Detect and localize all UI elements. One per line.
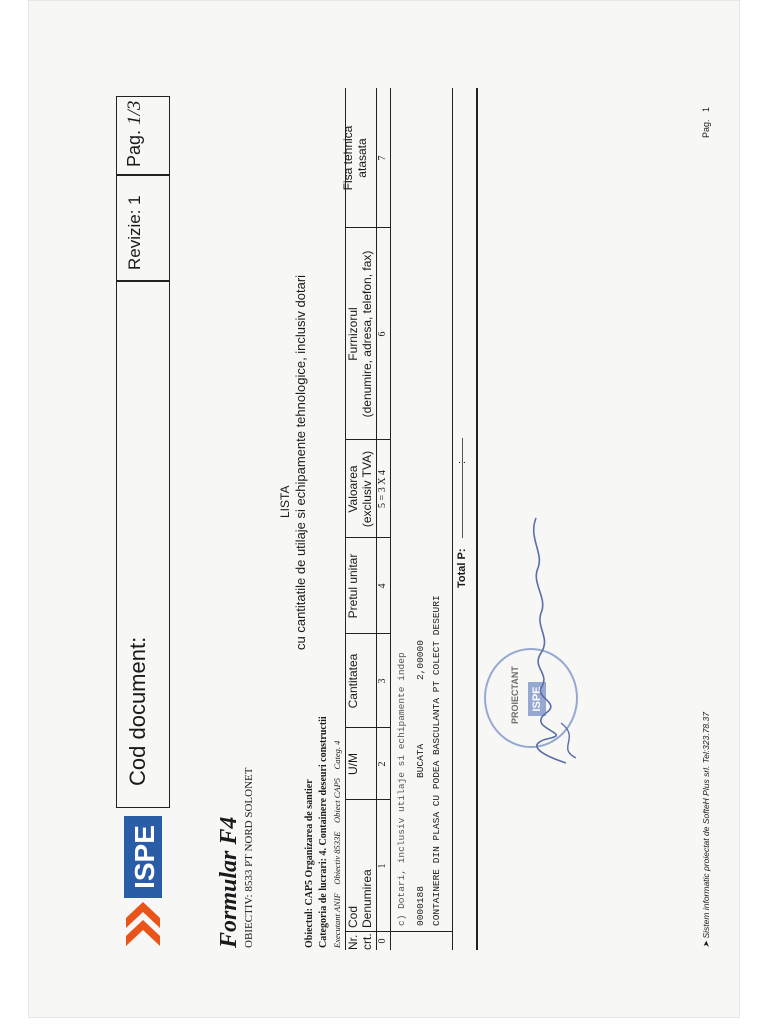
obiectul-line: Obiectul: CAP5 Organizarea de santier [304,779,315,948]
cod-document-label: Cod document: [125,636,150,786]
rotated-document [36,18,736,1018]
header-divider [116,281,169,283]
svg-text:ISPE: ISPE [129,825,160,889]
col-number: 4 [377,583,388,589]
scanned-page [28,0,740,1018]
total-value: : [456,460,468,464]
revizie-label: Revizie: 1 [125,195,144,270]
table-rule [476,88,478,950]
table-rule [452,88,453,950]
page-number [124,101,146,167]
col-number: 0 [377,938,388,944]
proiectant-label: PROIECTANT [510,666,520,724]
header-divider [116,175,169,177]
col-header-furnizor: Furnizorul (denumire, adresa, telefon, fax) [346,250,374,418]
row-cantitate: 2,00000 [415,640,426,680]
lista-subtitle: cu cantitatile de utilaje si echipamente tehnologice, inclusiv dotari [293,274,308,650]
row-denumire: CONTAINERE DIN PLASA CU PODEA BASCULANTA PT COLECT DESEURI [431,595,442,926]
ispe-logo [118,813,168,948]
arrow-icon: ➤ [701,940,711,948]
col-header-fisa: Fisa tehnica atasata [341,125,369,191]
col-header-nr: Nr. crt. [346,933,374,950]
pag-value: 1/3 [124,100,145,125]
footer-page: Pag. 1 [701,106,711,138]
col-number: 6 [377,331,388,337]
lista-title: LISTA [278,485,292,518]
col-header-cantitatea: Cantitatea [346,653,360,709]
row-cod: 0000188 [415,886,426,926]
total-label: Total P: [456,548,468,588]
col-number: 2 [377,761,388,767]
col-number: 5 = 3 X 4 [377,470,388,508]
col-header-valoarea: Valoarea (exclusiv TVA) [346,450,374,528]
categoria-line: Categoria de lucrari: 4. Containere deseuri constructii [318,716,329,948]
total-line [462,438,463,538]
form-title: Formular F4 [216,816,242,948]
col-header-pret: Pretul unitar [346,553,360,619]
col-number: 1 [377,863,388,869]
col-number: 3 [377,678,388,684]
section-label: c) Dotari, inclusiv utilaje si echipamente indep [396,652,407,926]
stamp-logo: ISPE [528,682,546,716]
objectiv-line: OBIECTIV: 8533 PT NORD SOLONET [243,767,255,948]
table-rule [390,88,391,950]
pag-label: Pag. [124,129,144,167]
col-header-denumire: Cod Denumirea [346,869,374,928]
col-header-um: U/M [346,753,360,775]
row-um: BUCATA [415,743,426,778]
col-number: 7 [377,155,388,161]
codes-line: Executant ANIF Obiectiv 8533E Obiect CAP5 Categ. 4 [332,740,342,948]
handwritten-signature [506,508,591,768]
footer-text: ➤ Sistem informatic proiectat de SofteH Plus srl. Tel:323.78.37 [701,712,711,948]
